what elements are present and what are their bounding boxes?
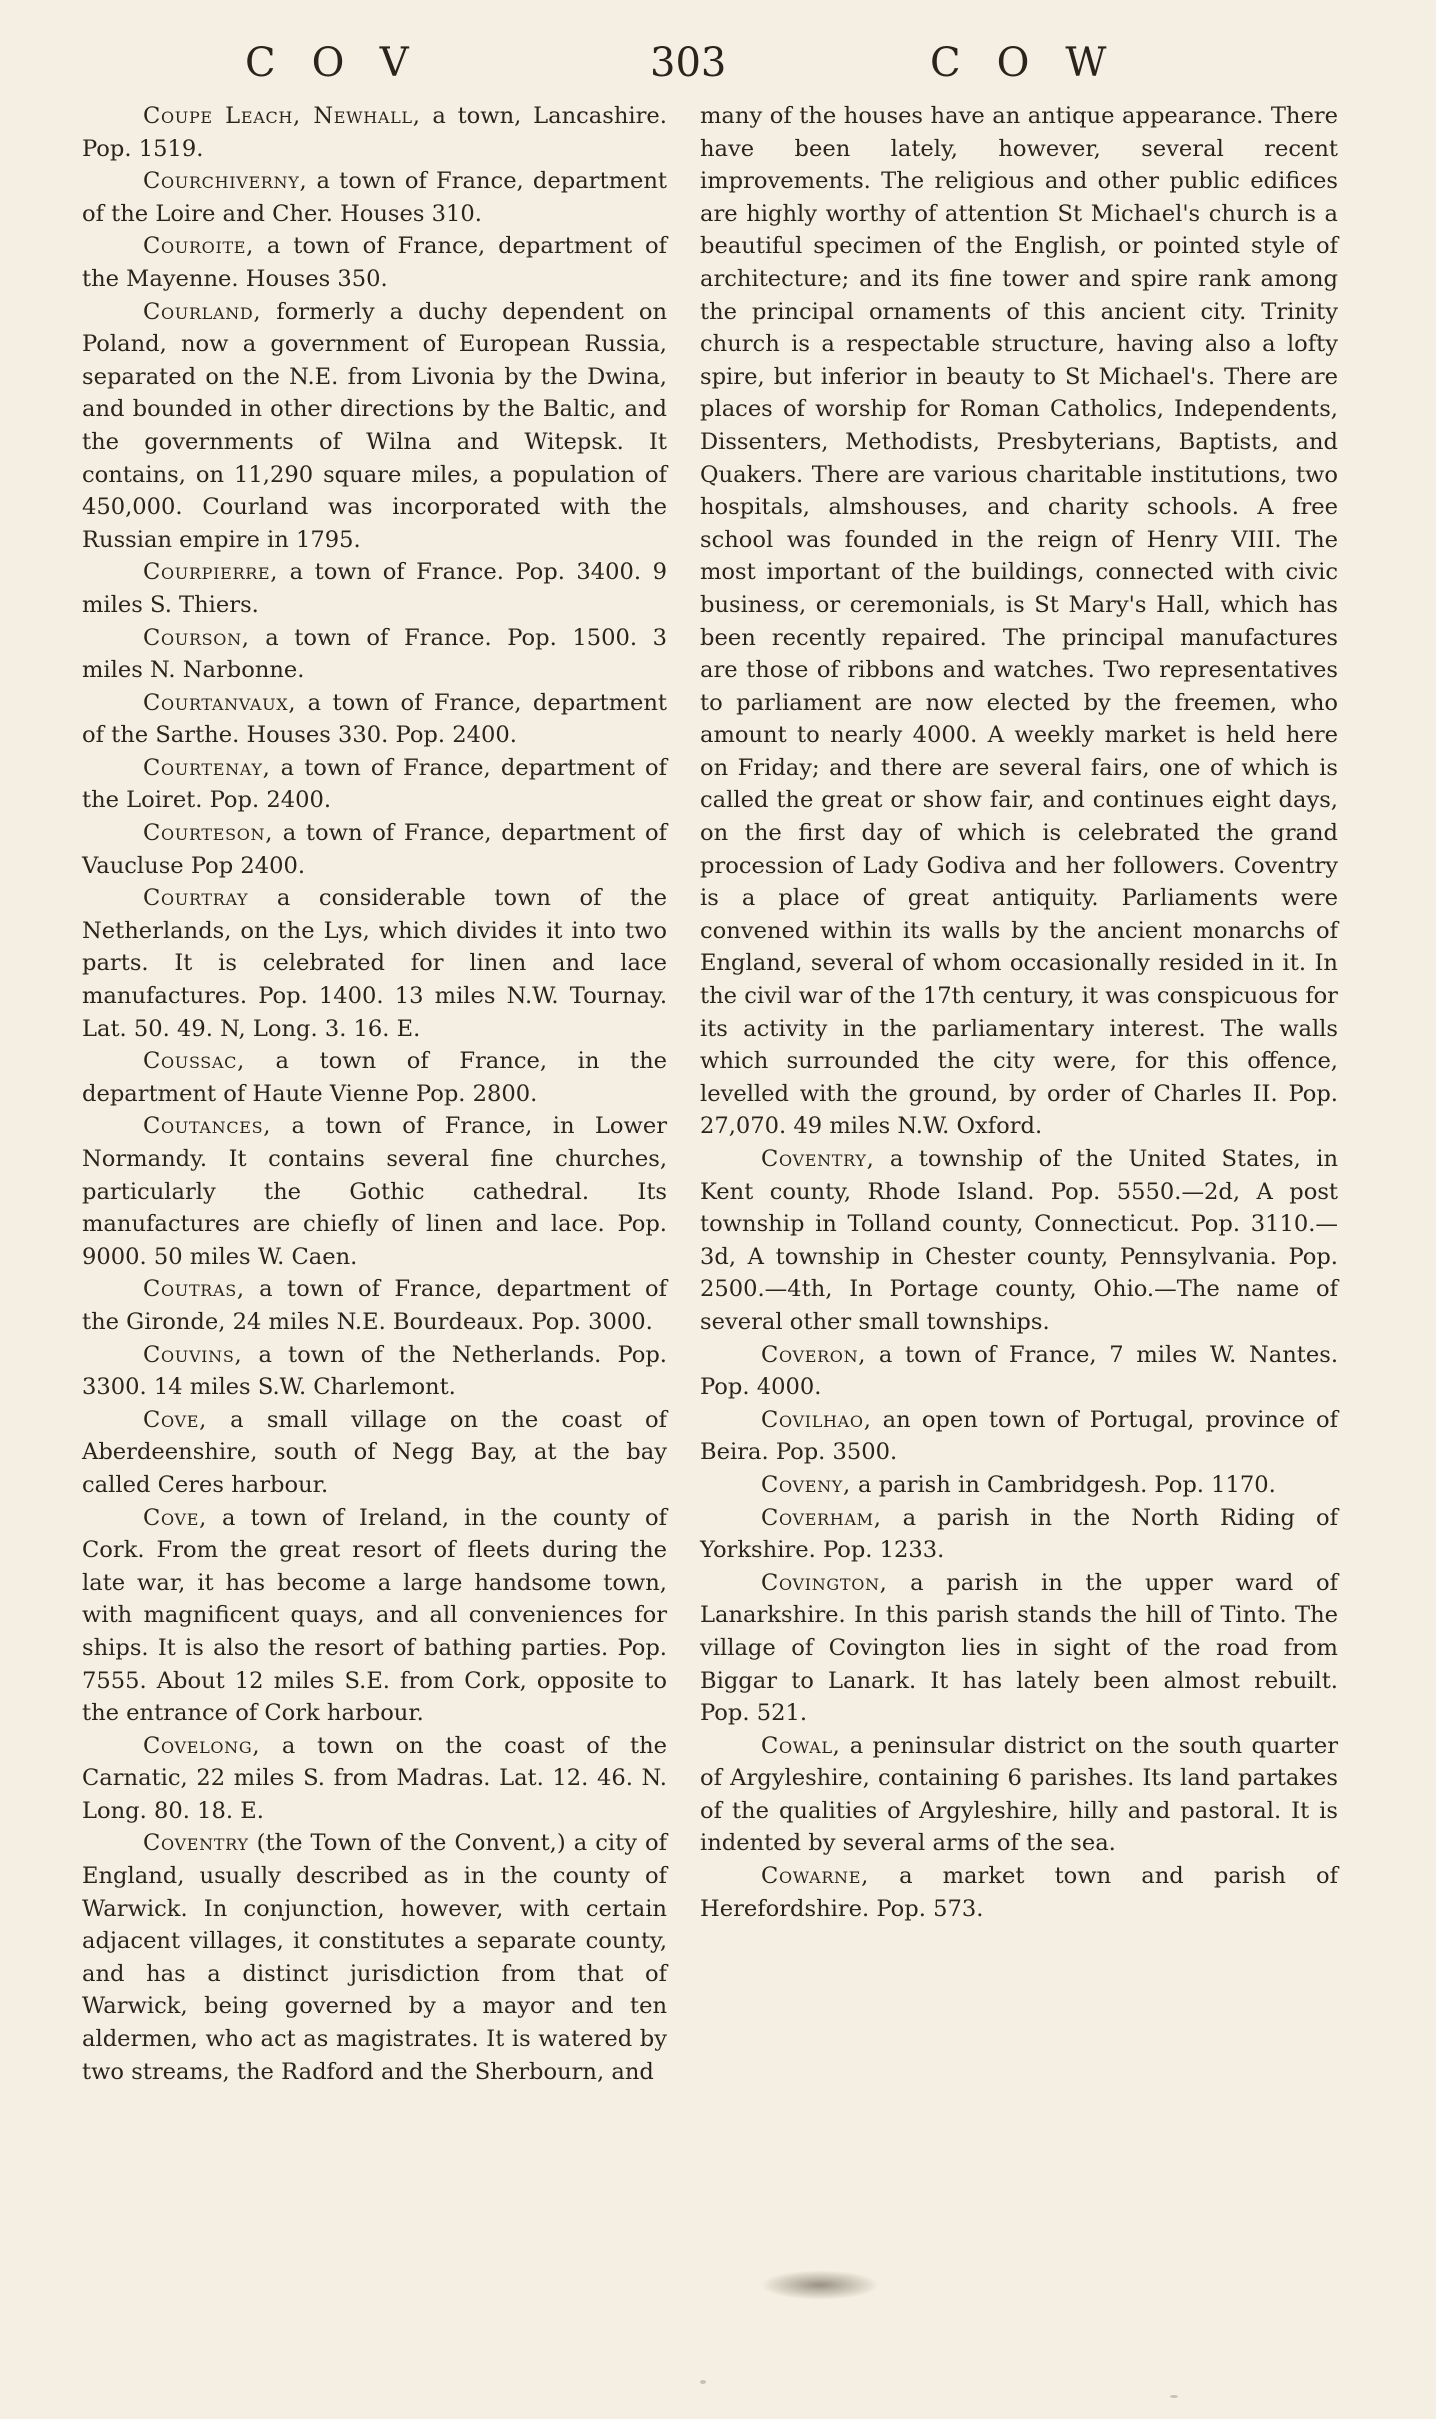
entry-text: a town of France, department of Vaucluse Pop 2400. bbox=[82, 820, 667, 879]
gazetteer-entry bbox=[700, 1143, 1338, 1339]
entry-headword: Courchiverny, bbox=[143, 168, 308, 195]
gazetteer-entry bbox=[700, 1502, 1338, 1567]
entry-headword: Coutances, bbox=[143, 1113, 272, 1140]
gazetteer-entry bbox=[82, 1404, 667, 1502]
entry-text: a town of France, department of the Mayenne. Houses 350. bbox=[82, 233, 667, 292]
entry-text: a town of France, in the department of Haute Vienne Pop. 2800. bbox=[82, 1048, 667, 1107]
entry-headword: Coutras, bbox=[143, 1276, 245, 1303]
ink-smudge bbox=[760, 2270, 880, 2300]
entry-text: a town on the coast of the Carnatic, 22 miles S. from Madras. Lat. 12. 46. N. Long. 80. 18. E. bbox=[82, 1732, 667, 1824]
gazetteer-entry bbox=[700, 100, 1338, 1143]
entry-headword: Covilhao, bbox=[761, 1406, 872, 1433]
entry-headword: Coverham, bbox=[761, 1504, 882, 1531]
entry-text: a parish in the North Riding of Yorkshire. Pop. 1233. bbox=[700, 1504, 1338, 1564]
gazetteer-entry bbox=[700, 1404, 1338, 1469]
gazetteer-entry bbox=[82, 1339, 667, 1404]
gazetteer-entry bbox=[82, 687, 667, 752]
gazetteer-entry bbox=[82, 817, 667, 882]
entry-text: a parish in the upper ward of Lanarkshire. In this parish stands the hill of Tinto. The village of Covington lies in sight of the road from Biggar to Lanark. It has lately been almost rebuilt. Pop. 521. bbox=[700, 1569, 1338, 1727]
gazetteer-entry bbox=[82, 1045, 667, 1110]
entry-text: a considerable town of the Netherlands, on the Lys, which divides it into two parts. It is celebrated for linen and lace manufactures. Pop. 1400. 13 miles N.W. Tournay. Lat. 50. 49. N, Long. 3. 16. E. bbox=[82, 885, 667, 1042]
entry-text: a town of France, department of the Gironde, 24 miles N.E. Bourdeaux. Pop. 3000. bbox=[82, 1276, 667, 1335]
entry-text: a town of France, 7 miles W. Nantes. Pop. 4000. bbox=[700, 1341, 1338, 1401]
entry-headword: Coventry, bbox=[761, 1146, 875, 1172]
gazetteer-entry bbox=[700, 1567, 1338, 1730]
entry-headword: Coveny, bbox=[761, 1471, 851, 1498]
entry-headword: Courtray bbox=[143, 885, 249, 912]
entry-text: formerly a duchy dependent on Poland, now a government of European Russia, separated on the N.E. from Livonia by the Dwina, and bounded in other directions by the Baltic, and the governments of Wilna and Witepsk. It contains, on 11,290 square miles, a population of 450,000. Courland was incorporated with the Russian empire in 1795. bbox=[82, 298, 667, 553]
gazetteer-entry bbox=[82, 165, 667, 230]
gazetteer-entry bbox=[700, 1469, 1338, 1502]
entry-headword: Cove, bbox=[143, 1406, 207, 1433]
paper-speck bbox=[1170, 2395, 1178, 2398]
gazetteer-entry bbox=[82, 1502, 667, 1730]
right-column bbox=[700, 100, 1338, 1925]
entry-text: a parish in Cambridgesh. Pop. 1170. bbox=[850, 1471, 1276, 1498]
entry-headword: Courteson, bbox=[143, 820, 274, 847]
entry-headword: Courtenay, bbox=[143, 754, 271, 781]
header-left-guideword: COV bbox=[245, 40, 445, 86]
entry-text: a small village on the coast of Aberdeenshire, south of Negg Bay, at the bay called Ceres harbour. bbox=[82, 1406, 667, 1498]
running-header bbox=[0, 40, 1436, 90]
gazetteer-entry bbox=[82, 1110, 667, 1273]
entry-text: a market town and parish of Herefordshire. Pop. 573. bbox=[700, 1863, 1338, 1922]
entry-headword: Coveron, bbox=[761, 1341, 867, 1368]
entry-headword: Covington, bbox=[761, 1569, 888, 1596]
entry-text: a town of the Netherlands. Pop. 3300. 14 miles S.W. Charlemont. bbox=[82, 1341, 667, 1401]
gazetteer-entry bbox=[82, 622, 667, 687]
entry-headword: Covelong, bbox=[143, 1732, 261, 1759]
entry-text: a town of France, in Lower Normandy. It contains several fine churches, particularly the Gothic cathedral. Its manufactures are chiefly of linen and lace. Pop. 9000. 50 miles W. Caen. bbox=[82, 1113, 667, 1270]
entry-text: a town of France. Pop. 1500. 3 miles N. Narbonne. bbox=[82, 624, 667, 684]
entry-headword: Coupe Leach, Newhall, bbox=[143, 103, 421, 129]
entry-headword: Cowal, bbox=[761, 1732, 841, 1759]
entry-headword: Courpierre, bbox=[143, 559, 279, 586]
entry-text: a town of Ireland, in the county of Cork. From the great resort of fleets during the late war, it has become a large handsome town, with magnificent quays, and all conveniences for ships. It is also the resort of bathing parties. Pop. 7555. About 12 miles S.E. from Cork, opposite to the entrance of Cork harbour. bbox=[82, 1504, 667, 1727]
gazetteer-entry bbox=[82, 100, 667, 165]
entry-headword: Coventry bbox=[143, 1830, 249, 1857]
entry-text: a township of the United States, in Kent county, Rhode Island. Pop. 5550.—2d, A post township in Tolland county, Connecticut. Pop. 3110.—3d, A township in Chester county, Pennsylvania. Pop. 2500.—4th, In Portage county, Ohio.—The name of several other small townships. bbox=[700, 1146, 1338, 1335]
gazetteer-entry bbox=[82, 752, 667, 817]
entry-headword: Coussac, bbox=[143, 1048, 245, 1075]
entry-text: a town, Lancashire. Pop. 1519. bbox=[82, 103, 667, 162]
gazetteer-entry bbox=[82, 1827, 667, 2088]
gazetteer-entry bbox=[700, 1860, 1338, 1925]
gazetteer-entry bbox=[82, 556, 667, 621]
gazetteer-entry bbox=[82, 1730, 667, 1828]
entry-text: (the Town of the Convent,) a city of England, usually described as in the county of Warwick. In conjunction, however, with certain adjacent villages, it constitutes a separate county, and has a distinct jurisdiction from that of Warwick, being governed by a mayor and ten aldermen, who act as magistrates. It is watered by two streams, the Radford and the Sherbourn, and bbox=[82, 1830, 667, 2085]
left-column bbox=[82, 100, 667, 2088]
entry-text: a town of France, department of the Loiret. Pop. 2400. bbox=[82, 754, 667, 814]
gazetteer-entry bbox=[82, 882, 667, 1045]
gazetteer-entry bbox=[82, 230, 667, 295]
entry-headword: Courland, bbox=[143, 298, 262, 325]
entry-text: a town of France, department of the Sarthe. Houses 330. Pop. 2400. bbox=[82, 689, 667, 749]
entry-text: a town of France. Pop. 3400. 9 miles S. Thiers. bbox=[82, 559, 667, 618]
paper-speck bbox=[700, 2380, 706, 2384]
entry-headword: Cowarne, bbox=[761, 1863, 869, 1890]
gazetteer-entry bbox=[82, 1273, 667, 1338]
entry-text: many of the houses have an antique appearance. There have been lately, however, several recent improvements. The religious and other public edifices are highly worthy of attention St Michael's church is a beautiful specimen of the English, or pointed style of architecture; and its fine tower and spire rank among the principal ornaments of this ancient city. Trinity church is a respectable structure, having also a lofty spire, but inferior in beauty to St Michael's. There are places of worship for Roman Catholics, Independents, Dissenters, Methodists, Presbyterians, Baptists, and Quakers. There are various charitable institutions, two hospitals, almshouses, and charity schools. A free school was founded in the reign of Henry VIII. The most important of the buildings, connected with civic business, or ceremonials, is St Mary's Hall, which has been recently repaired. The principal manufactures are those of ribbons and watches. Two representatives to parliament are now elected by the freemen, who amount to nearly 4000. A weekly market is held here on Friday; and there are several fairs, one of which is called the great or show fair, and continues eight days, on the first day of which is celebrated the grand procession of Lady Godiva and her followers. Coventry is a place of great antiquity. Parliaments were convened within its walls by the ancient monarchs of England, several of whom occasionally resided in it. In the civil war of the 17th century, it was conspicuous for its activity in the parliamentary interest. The walls which surrounded the city were, for this offence, levelled with the ground, by order of Charles II. Pop. 27,070. 49 miles N.W. Oxford. bbox=[700, 103, 1338, 1140]
entry-headword: Courtanvaux, bbox=[143, 689, 297, 716]
gazetteer-entry bbox=[82, 296, 667, 557]
entry-text: a town of France, department of the Loire and Cher. Houses 310. bbox=[82, 168, 667, 227]
entry-headword: Couroite, bbox=[143, 233, 255, 260]
entry-headword: Couvins, bbox=[143, 1341, 243, 1368]
gazetteer-entry bbox=[700, 1339, 1338, 1404]
entry-headword: Cove, bbox=[143, 1504, 207, 1531]
entry-text: a peninsular district on the south quarter of Argyleshire, containing 6 parishes. Its land partakes of the qualities of Argyleshire, hilly and pastoral. It is indented by several arms of the sea. bbox=[700, 1732, 1338, 1857]
header-right-guideword: COW bbox=[930, 40, 1143, 86]
entry-text: an open town of Portugal, province of Beira. Pop. 3500. bbox=[700, 1406, 1338, 1466]
gazetteer-entry bbox=[700, 1730, 1338, 1860]
entry-headword: Courson, bbox=[143, 624, 250, 651]
page-number: 303 bbox=[650, 40, 727, 86]
